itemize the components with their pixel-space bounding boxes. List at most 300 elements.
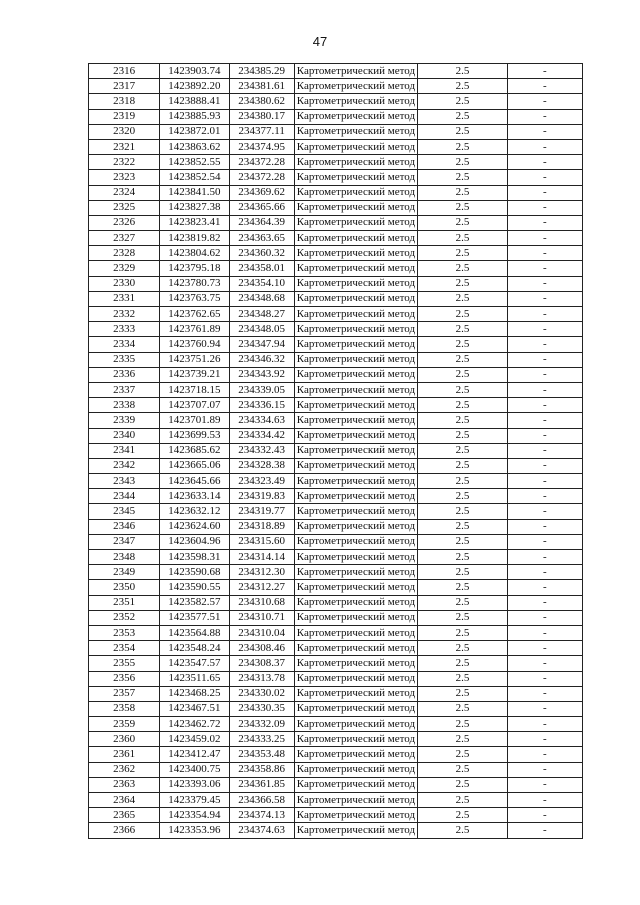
y-coordinate-cell: 234315.60 [229,534,294,549]
x-coordinate-cell: 1423852.54 [160,170,229,185]
method-cell: Картометрический метод [294,565,418,580]
y-coordinate-cell: 234360.32 [229,246,294,261]
method-cell: Картометрический метод [294,656,418,671]
y-coordinate-cell: 234310.04 [229,625,294,640]
x-coordinate-cell: 1423761.89 [160,322,229,337]
extra-cell: - [507,382,582,397]
x-coordinate-cell: 1423841.50 [160,185,229,200]
x-coordinate-cell: 1423762.65 [160,307,229,322]
x-coordinate-cell: 1423701.89 [160,413,229,428]
point-number-cell: 2359 [89,717,160,732]
accuracy-cell: 2.5 [418,185,507,200]
extra-cell: - [507,534,582,549]
x-coordinate-cell: 1423751.26 [160,352,229,367]
accuracy-cell: 2.5 [418,641,507,656]
extra-cell: - [507,261,582,276]
accuracy-cell: 2.5 [418,610,507,625]
accuracy-cell: 2.5 [418,777,507,792]
y-coordinate-cell: 234358.86 [229,762,294,777]
x-coordinate-cell: 1423823.41 [160,215,229,230]
y-coordinate-cell: 234334.42 [229,428,294,443]
method-cell: Картометрический метод [294,291,418,306]
accuracy-cell: 2.5 [418,124,507,139]
accuracy-cell: 2.5 [418,747,507,762]
y-coordinate-cell: 234346.32 [229,352,294,367]
x-coordinate-cell: 1423379.45 [160,793,229,808]
extra-cell: - [507,793,582,808]
table-row [89,231,583,246]
table-row [89,474,583,489]
point-number-cell: 2326 [89,215,160,230]
method-cell: Картометрический метод [294,762,418,777]
point-number-cell: 2366 [89,823,160,838]
accuracy-cell: 2.5 [418,413,507,428]
y-coordinate-cell: 234308.46 [229,641,294,656]
extra-cell: - [507,200,582,215]
accuracy-cell: 2.5 [418,550,507,565]
extra-cell: - [507,732,582,747]
y-coordinate-cell: 234313.78 [229,671,294,686]
accuracy-cell: 2.5 [418,291,507,306]
x-coordinate-cell: 1423633.14 [160,489,229,504]
accuracy-cell: 2.5 [418,94,507,109]
accuracy-cell: 2.5 [418,79,507,94]
x-coordinate-cell: 1423590.68 [160,565,229,580]
x-coordinate-cell: 1423577.51 [160,610,229,625]
accuracy-cell: 2.5 [418,398,507,413]
table-row [89,671,583,686]
point-number-cell: 2355 [89,656,160,671]
y-coordinate-cell: 234330.35 [229,701,294,716]
extra-cell: - [507,519,582,534]
y-coordinate-cell: 234374.13 [229,808,294,823]
table-row [89,307,583,322]
table-row [89,155,583,170]
x-coordinate-cell: 1423665.06 [160,458,229,473]
method-cell: Картометрический метод [294,170,418,185]
method-cell: Картометрический метод [294,701,418,716]
point-number-cell: 2318 [89,94,160,109]
y-coordinate-cell: 234372.28 [229,155,294,170]
table-row [89,246,583,261]
y-coordinate-cell: 234381.61 [229,79,294,94]
accuracy-cell: 2.5 [418,231,507,246]
table-row [89,641,583,656]
point-number-cell: 2345 [89,504,160,519]
method-cell: Картометрический метод [294,215,418,230]
point-number-cell: 2363 [89,777,160,792]
accuracy-cell: 2.5 [418,565,507,580]
x-coordinate-cell: 1423547.57 [160,656,229,671]
accuracy-cell: 2.5 [418,504,507,519]
y-coordinate-cell: 234328.38 [229,458,294,473]
table-row [89,139,583,154]
extra-cell: - [507,276,582,291]
method-cell: Картометрический метод [294,595,418,610]
table-row [89,322,583,337]
method-cell: Картометрический метод [294,686,418,701]
table-row [89,732,583,747]
table-row [89,777,583,792]
extra-cell: - [507,777,582,792]
method-cell: Картометрический метод [294,64,418,79]
method-cell: Картометрический метод [294,231,418,246]
table-row [89,185,583,200]
y-coordinate-cell: 234314.14 [229,550,294,565]
x-coordinate-cell: 1423819.82 [160,231,229,246]
method-cell: Картометрический метод [294,200,418,215]
point-number-cell: 2332 [89,307,160,322]
method-cell: Картометрический метод [294,777,418,792]
y-coordinate-cell: 234318.89 [229,519,294,534]
point-number-cell: 2328 [89,246,160,261]
extra-cell: - [507,550,582,565]
table-row [89,413,583,428]
accuracy-cell: 2.5 [418,458,507,473]
method-cell: Картометрический метод [294,322,418,337]
y-coordinate-cell: 234348.05 [229,322,294,337]
point-number-cell: 2341 [89,443,160,458]
method-cell: Картометрический метод [294,94,418,109]
extra-cell: - [507,458,582,473]
y-coordinate-cell: 234348.27 [229,307,294,322]
x-coordinate-cell: 1423780.73 [160,276,229,291]
x-coordinate-cell: 1423699.53 [160,428,229,443]
x-coordinate-cell: 1423624.60 [160,519,229,534]
method-cell: Картометрический метод [294,671,418,686]
y-coordinate-cell: 234377.11 [229,124,294,139]
table-row [89,519,583,534]
method-cell: Картометрический метод [294,610,418,625]
extra-cell: - [507,610,582,625]
x-coordinate-cell: 1423903.74 [160,64,229,79]
extra-cell: - [507,307,582,322]
extra-cell: - [507,428,582,443]
extra-cell: - [507,443,582,458]
table-row [89,79,583,94]
method-cell: Картометрический метод [294,489,418,504]
point-number-cell: 2324 [89,185,160,200]
coordinates-table-body [89,64,583,839]
table-row [89,261,583,276]
accuracy-cell: 2.5 [418,155,507,170]
method-cell: Картометрический метод [294,458,418,473]
accuracy-cell: 2.5 [418,246,507,261]
point-number-cell: 2350 [89,580,160,595]
table-row [89,170,583,185]
point-number-cell: 2316 [89,64,160,79]
method-cell: Картометрический метод [294,352,418,367]
extra-cell: - [507,352,582,367]
accuracy-cell: 2.5 [418,474,507,489]
y-coordinate-cell: 234372.28 [229,170,294,185]
point-number-cell: 2327 [89,231,160,246]
accuracy-cell: 2.5 [418,443,507,458]
table-row [89,291,583,306]
method-cell: Картометрический метод [294,641,418,656]
table-row [89,428,583,443]
point-number-cell: 2335 [89,352,160,367]
x-coordinate-cell: 1423590.55 [160,580,229,595]
point-number-cell: 2365 [89,808,160,823]
method-cell: Картометрический метод [294,428,418,443]
y-coordinate-cell: 234312.30 [229,565,294,580]
method-cell: Картометрический метод [294,155,418,170]
method-cell: Картометрический метод [294,124,418,139]
point-number-cell: 2339 [89,413,160,428]
x-coordinate-cell: 1423707.07 [160,398,229,413]
point-number-cell: 2364 [89,793,160,808]
y-coordinate-cell: 234336.15 [229,398,294,413]
method-cell: Картометрический метод [294,109,418,124]
y-coordinate-cell: 234358.01 [229,261,294,276]
point-number-cell: 2337 [89,382,160,397]
point-number-cell: 2361 [89,747,160,762]
table-row [89,367,583,382]
method-cell: Картометрический метод [294,823,418,838]
extra-cell: - [507,595,582,610]
table-row [89,109,583,124]
method-cell: Картометрический метод [294,747,418,762]
accuracy-cell: 2.5 [418,686,507,701]
y-coordinate-cell: 234312.27 [229,580,294,595]
x-coordinate-cell: 1423548.24 [160,641,229,656]
x-coordinate-cell: 1423462.72 [160,717,229,732]
point-number-cell: 2319 [89,109,160,124]
accuracy-cell: 2.5 [418,109,507,124]
point-number-cell: 2322 [89,155,160,170]
extra-cell: - [507,580,582,595]
accuracy-cell: 2.5 [418,170,507,185]
point-number-cell: 2317 [89,79,160,94]
point-number-cell: 2343 [89,474,160,489]
x-coordinate-cell: 1423795.18 [160,261,229,276]
extra-cell: - [507,185,582,200]
point-number-cell: 2362 [89,762,160,777]
method-cell: Картометрический метод [294,519,418,534]
accuracy-cell: 2.5 [418,793,507,808]
point-number-cell: 2334 [89,337,160,352]
x-coordinate-cell: 1423885.93 [160,109,229,124]
table-row [89,382,583,397]
method-cell: Картометрический метод [294,413,418,428]
y-coordinate-cell: 234347.94 [229,337,294,352]
coordinates-table [88,63,583,839]
accuracy-cell: 2.5 [418,489,507,504]
extra-cell: - [507,671,582,686]
point-number-cell: 2349 [89,565,160,580]
method-cell: Картометрический метод [294,504,418,519]
table-row [89,124,583,139]
point-number-cell: 2348 [89,550,160,565]
x-coordinate-cell: 1423872.01 [160,124,229,139]
table-row [89,656,583,671]
accuracy-cell: 2.5 [418,701,507,716]
x-coordinate-cell: 1423354.94 [160,808,229,823]
x-coordinate-cell: 1423645.66 [160,474,229,489]
y-coordinate-cell: 234364.39 [229,215,294,230]
table-row [89,200,583,215]
extra-cell: - [507,337,582,352]
extra-cell: - [507,367,582,382]
accuracy-cell: 2.5 [418,64,507,79]
method-cell: Картометрический метод [294,367,418,382]
x-coordinate-cell: 1423852.55 [160,155,229,170]
x-coordinate-cell: 1423598.31 [160,550,229,565]
extra-cell: - [507,155,582,170]
method-cell: Картометрический метод [294,550,418,565]
x-coordinate-cell: 1423353.96 [160,823,229,838]
y-coordinate-cell: 234366.58 [229,793,294,808]
x-coordinate-cell: 1423582.57 [160,595,229,610]
method-cell: Картометрический метод [294,717,418,732]
accuracy-cell: 2.5 [418,656,507,671]
y-coordinate-cell: 234380.17 [229,109,294,124]
y-coordinate-cell: 234323.49 [229,474,294,489]
table-row [89,580,583,595]
method-cell: Картометрический метод [294,580,418,595]
accuracy-cell: 2.5 [418,534,507,549]
method-cell: Картометрический метод [294,793,418,808]
method-cell: Картометрический метод [294,246,418,261]
x-coordinate-cell: 1423804.62 [160,246,229,261]
accuracy-cell: 2.5 [418,823,507,838]
table-row [89,64,583,79]
extra-cell: - [507,762,582,777]
table-row [89,717,583,732]
accuracy-cell: 2.5 [418,337,507,352]
accuracy-cell: 2.5 [418,732,507,747]
x-coordinate-cell: 1423685.62 [160,443,229,458]
x-coordinate-cell: 1423459.02 [160,732,229,747]
point-number-cell: 2356 [89,671,160,686]
y-coordinate-cell: 234361.85 [229,777,294,792]
table-row [89,747,583,762]
y-coordinate-cell: 234385.29 [229,64,294,79]
y-coordinate-cell: 234380.62 [229,94,294,109]
x-coordinate-cell: 1423412.47 [160,747,229,762]
table-row [89,823,583,838]
point-number-cell: 2344 [89,489,160,504]
point-number-cell: 2351 [89,595,160,610]
accuracy-cell: 2.5 [418,717,507,732]
extra-cell: - [507,139,582,154]
y-coordinate-cell: 234353.48 [229,747,294,762]
table-row [89,398,583,413]
extra-cell: - [507,641,582,656]
table-row [89,762,583,777]
extra-cell: - [507,565,582,580]
y-coordinate-cell: 234339.05 [229,382,294,397]
extra-cell: - [507,94,582,109]
extra-cell: - [507,625,582,640]
extra-cell: - [507,215,582,230]
x-coordinate-cell: 1423511.65 [160,671,229,686]
y-coordinate-cell: 234374.95 [229,139,294,154]
point-number-cell: 2354 [89,641,160,656]
accuracy-cell: 2.5 [418,139,507,154]
accuracy-cell: 2.5 [418,352,507,367]
method-cell: Картометрический метод [294,398,418,413]
y-coordinate-cell: 234310.71 [229,610,294,625]
y-coordinate-cell: 234332.09 [229,717,294,732]
x-coordinate-cell: 1423892.20 [160,79,229,94]
accuracy-cell: 2.5 [418,200,507,215]
accuracy-cell: 2.5 [418,808,507,823]
table-row [89,94,583,109]
method-cell: Картометрический метод [294,534,418,549]
method-cell: Картометрический метод [294,808,418,823]
extra-cell: - [507,170,582,185]
point-number-cell: 2330 [89,276,160,291]
point-number-cell: 2346 [89,519,160,534]
extra-cell: - [507,747,582,762]
method-cell: Картометрический метод [294,474,418,489]
y-coordinate-cell: 234348.68 [229,291,294,306]
x-coordinate-cell: 1423718.15 [160,382,229,397]
extra-cell: - [507,808,582,823]
method-cell: Картометрический метод [294,276,418,291]
table-row [89,808,583,823]
y-coordinate-cell: 234319.77 [229,504,294,519]
accuracy-cell: 2.5 [418,580,507,595]
y-coordinate-cell: 234308.37 [229,656,294,671]
accuracy-cell: 2.5 [418,322,507,337]
accuracy-cell: 2.5 [418,519,507,534]
point-number-cell: 2325 [89,200,160,215]
table-row [89,458,583,473]
accuracy-cell: 2.5 [418,625,507,640]
point-number-cell: 2336 [89,367,160,382]
y-coordinate-cell: 234363.65 [229,231,294,246]
y-coordinate-cell: 234354.10 [229,276,294,291]
x-coordinate-cell: 1423393.06 [160,777,229,792]
point-number-cell: 2352 [89,610,160,625]
extra-cell: - [507,656,582,671]
x-coordinate-cell: 1423739.21 [160,367,229,382]
point-number-cell: 2342 [89,458,160,473]
method-cell: Картометрический метод [294,625,418,640]
table-row [89,701,583,716]
y-coordinate-cell: 234343.92 [229,367,294,382]
x-coordinate-cell: 1423763.75 [160,291,229,306]
extra-cell: - [507,79,582,94]
y-coordinate-cell: 234332.43 [229,443,294,458]
extra-cell: - [507,413,582,428]
y-coordinate-cell: 234310.68 [229,595,294,610]
x-coordinate-cell: 1423760.94 [160,337,229,352]
x-coordinate-cell: 1423632.12 [160,504,229,519]
table-row [89,686,583,701]
page-number: 47 [312,34,328,49]
point-number-cell: 2357 [89,686,160,701]
accuracy-cell: 2.5 [418,762,507,777]
point-number-cell: 2338 [89,398,160,413]
table-row [89,352,583,367]
accuracy-cell: 2.5 [418,671,507,686]
table-row [89,595,583,610]
extra-cell: - [507,64,582,79]
accuracy-cell: 2.5 [418,367,507,382]
y-coordinate-cell: 234319.83 [229,489,294,504]
table-row [89,504,583,519]
table-row [89,534,583,549]
y-coordinate-cell: 234365.66 [229,200,294,215]
method-cell: Картометрический метод [294,382,418,397]
extra-cell: - [507,504,582,519]
extra-cell: - [507,823,582,838]
extra-cell: - [507,489,582,504]
